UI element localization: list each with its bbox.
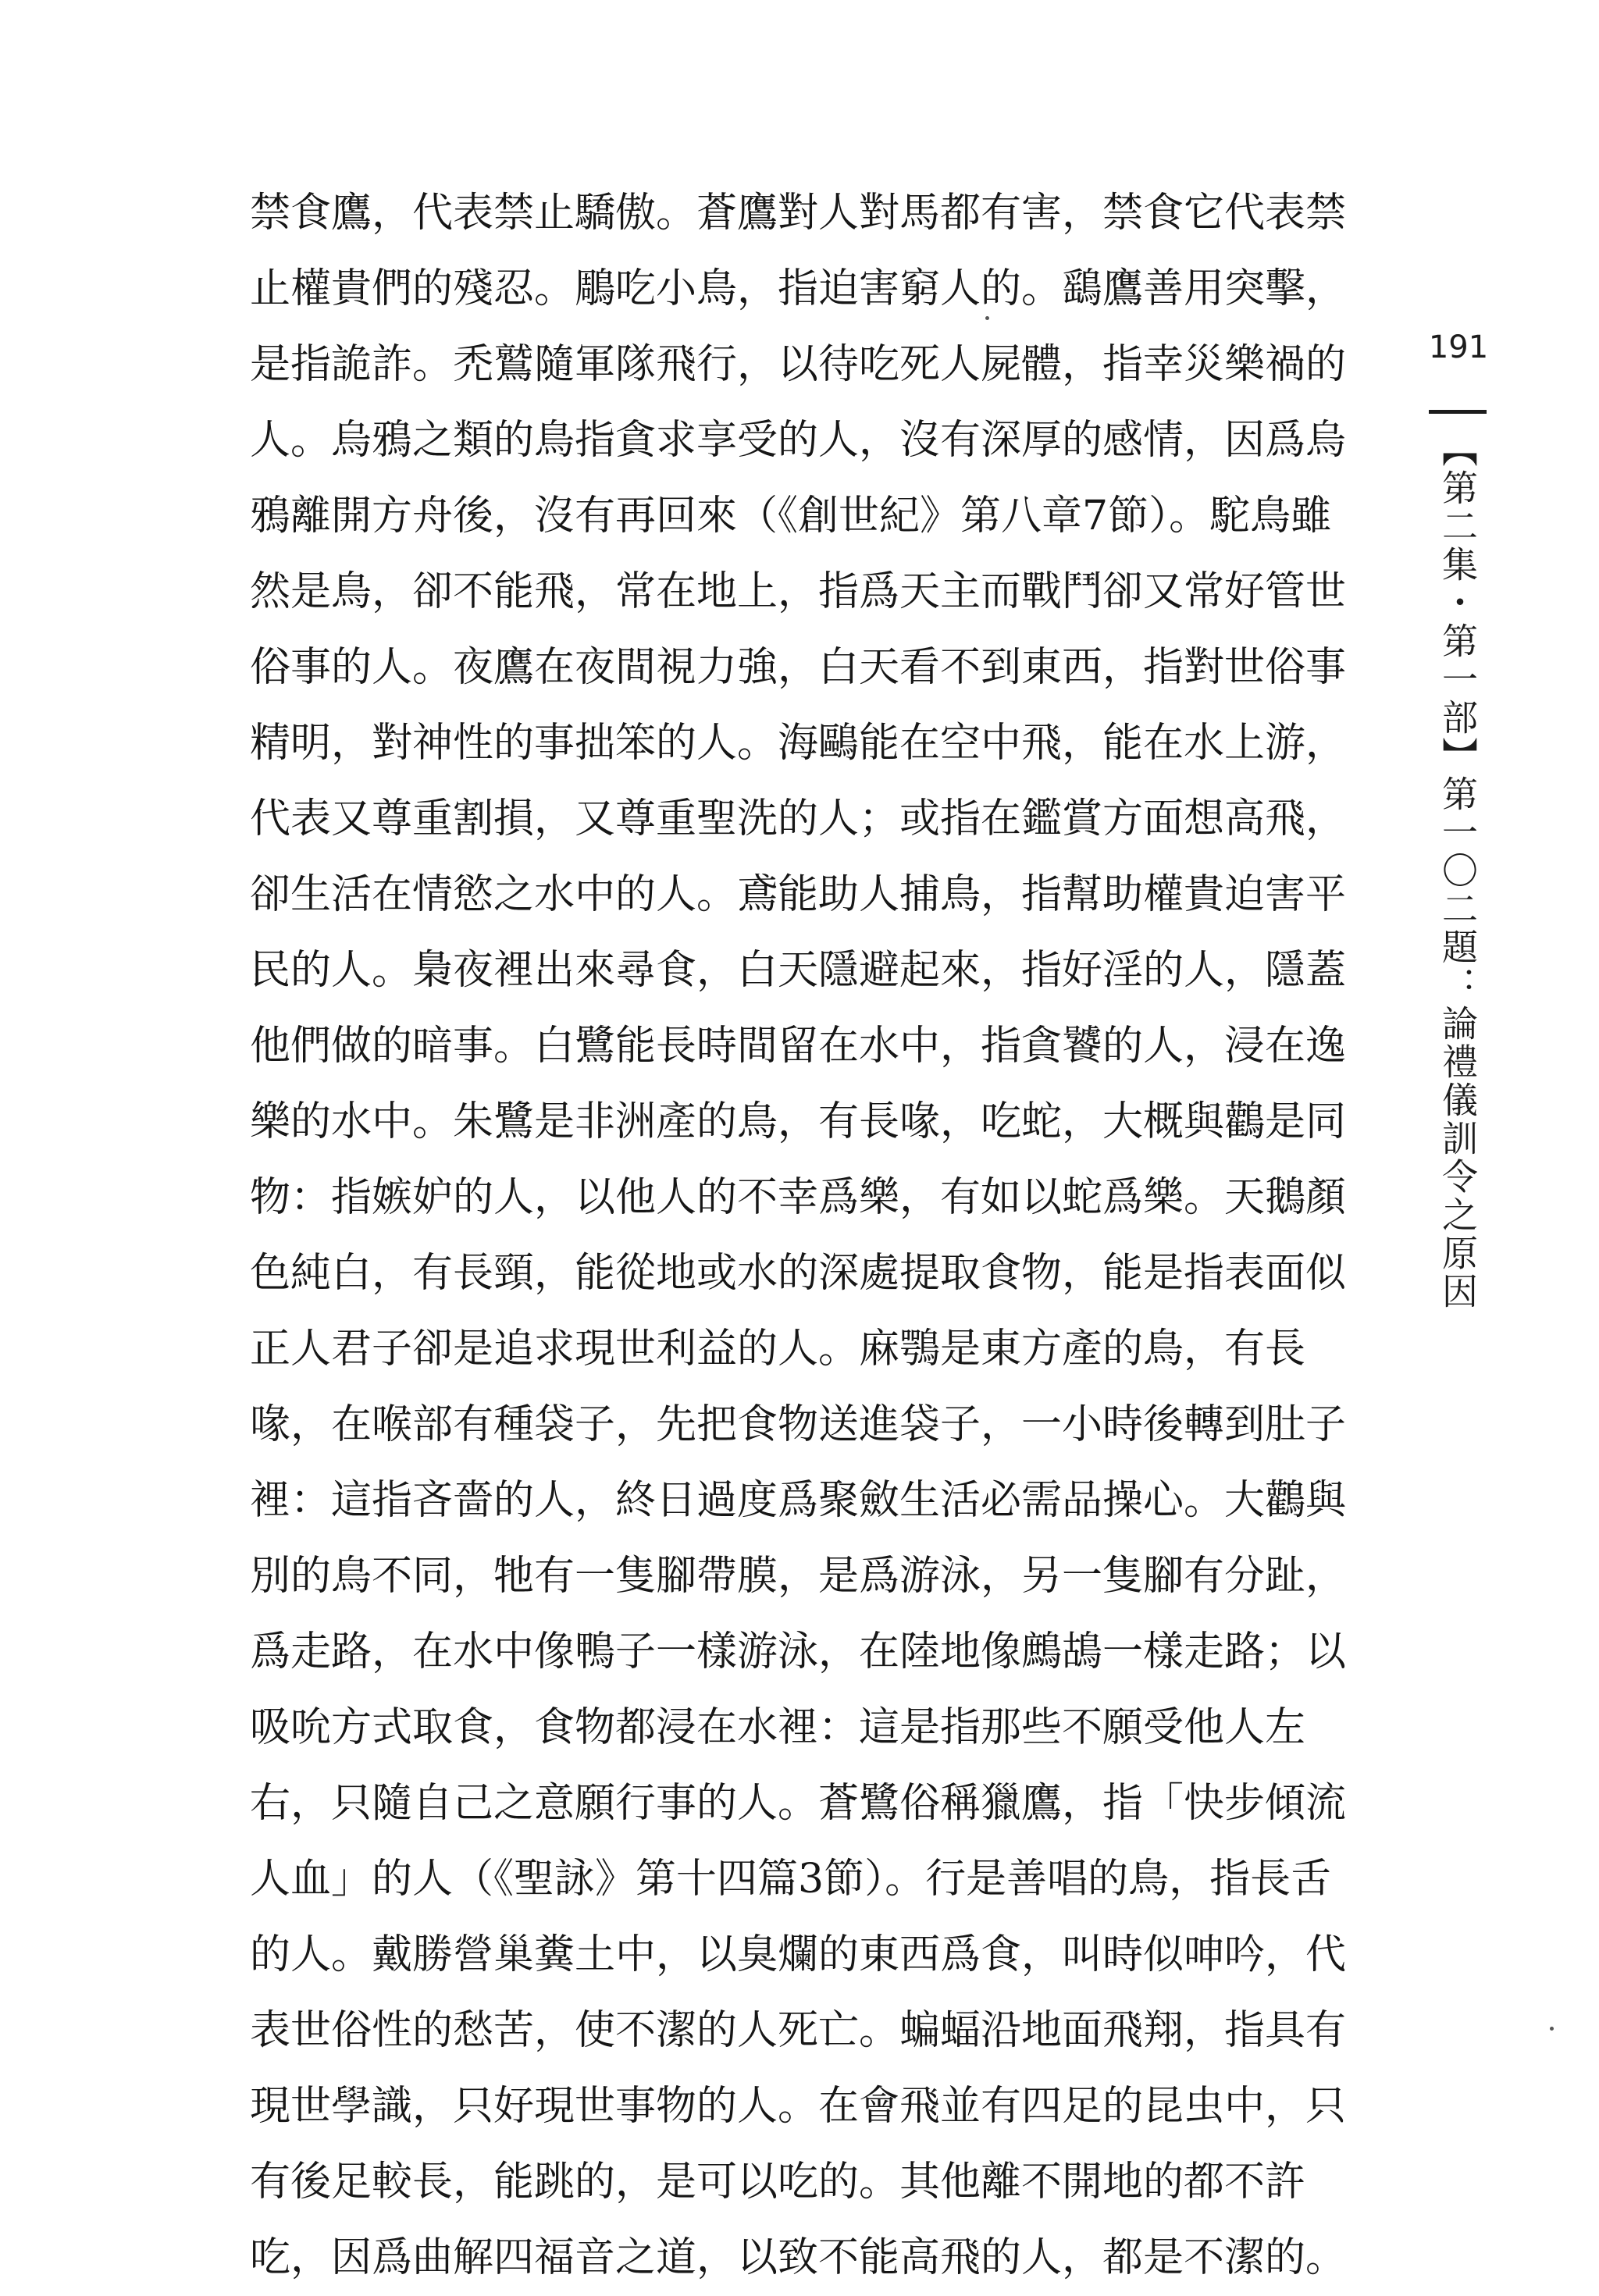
text-line: 俗事的人。夜鷹在夜間視力強，白天看不到東西，指對世俗事 <box>250 644 1347 691</box>
text-line: 鴉離開方舟後，沒有再回來（《創世紀》第八章7節）。駝鳥雖 <box>250 493 1332 539</box>
text-line: 右，只隨自己之意願行事的人。蒼鷺俗稱獵鷹，指「快步傾流 <box>250 1780 1347 1827</box>
text-line: 止權貴們的殘忍。鵰吃小鳥，指迫害窮人的。鷂鷹善用突擊， <box>250 265 1347 312</box>
scan-speck <box>985 316 989 320</box>
text-line: 現世學識，只好現世事物的人。在會飛並有四足的昆虫中，只 <box>250 2083 1347 2130</box>
text-line: 喙，在喉部有種袋子，先把食物送進袋子，一小時後轉到肚子 <box>250 1401 1347 1448</box>
text-line: 代表又尊重割損，又尊重聖洗的人；或指在鑑賞方面想高飛， <box>250 796 1347 842</box>
text-line: 民的人。梟夜裡出來尋食，白天隱避起來，指好淫的人，隱蓋 <box>250 947 1347 994</box>
body-text <box>250 176 1382 2296</box>
text-line: 正人君子卻是追求現世利益的人。麻鶚是東方產的鳥，有長 <box>250 1326 1306 1372</box>
text-line: 吃，因爲曲解四福音之道，以致不能高飛的人，都是不潔的。 <box>250 2234 1347 2281</box>
text-line: 爲走路，在水中像鴨子一樣游泳，在陸地像鷓鴣一樣走路；以 <box>250 1629 1347 1675</box>
text-line: 的人。戴勝營巢糞土中，以臭爛的東西爲食，叫時似呻吟，代 <box>250 1931 1347 1978</box>
page-number: 191 <box>1428 329 1489 365</box>
text-line: 物：指嫉妒的人，以他人的不幸爲樂，有如以蛇爲樂。天鵝顏 <box>250 1174 1347 1221</box>
text-line: 他們做的暗事。白鷺能長時間留在水中，指貪饕的人，浸在逸 <box>250 1023 1347 1070</box>
text-line: 別的鳥不同，牠有一隻腳帶膜，是爲游泳，另一隻腳有分趾， <box>250 1553 1347 1600</box>
text-line: 精明，對神性的事拙笨的人。海鷗能在空中飛，能在水上游， <box>250 720 1347 767</box>
text-line: 人血」的人（《聖詠》第十四篇3節）。行是善唱的鳥，指長舌 <box>250 1856 1332 1903</box>
text-line: 有後足較長，能跳的，是可以吃的。其他離不開地的都不許 <box>250 2159 1306 2205</box>
text-line: 樂的水中。朱鷺是非洲產的鳥，有長喙，吃蛇，大概與鸛是同 <box>250 1098 1347 1145</box>
text-line: 禁食鷹，代表禁止驕傲。蒼鷹對人對馬都有害，禁食它代表禁 <box>250 190 1347 237</box>
text-line: 人。烏鴉之類的鳥指貪求享受的人，沒有深厚的感情，因爲烏 <box>250 417 1347 464</box>
text-line: 表世俗性的愁苦，使不潔的人死亡。蝙蝠沿地面飛翔，指具有 <box>250 2007 1347 2054</box>
running-head: 【第二集・第一部】第一〇二題：論禮儀訓令之原因 <box>1437 431 1479 1311</box>
scan-speck <box>1550 2027 1554 2031</box>
text-line: 裡：這指吝嗇的人，終日過度爲聚斂生活必需品操心。大鸛與 <box>250 1477 1347 1524</box>
text-line: 然是鳥，卻不能飛，常在地上，指爲天主而戰鬥卻又常好管世 <box>250 568 1347 615</box>
text-line: 是指詭詐。禿鷲隨軍隊飛行，以待吃死人屍體，指幸災樂禍的 <box>250 341 1347 388</box>
text-line: 卻生活在情慾之水中的人。鳶能助人捕鳥，指幫助權貴迫害平 <box>250 871 1347 918</box>
text-line: 色純白，有長頸，能從地或水的深處提取食物，能是指表面似 <box>250 1250 1347 1297</box>
header-rule <box>1429 410 1487 414</box>
text-line: 吸吮方式取食，食物都浸在水裡：這是指那些不願受他人左 <box>250 1704 1306 1751</box>
